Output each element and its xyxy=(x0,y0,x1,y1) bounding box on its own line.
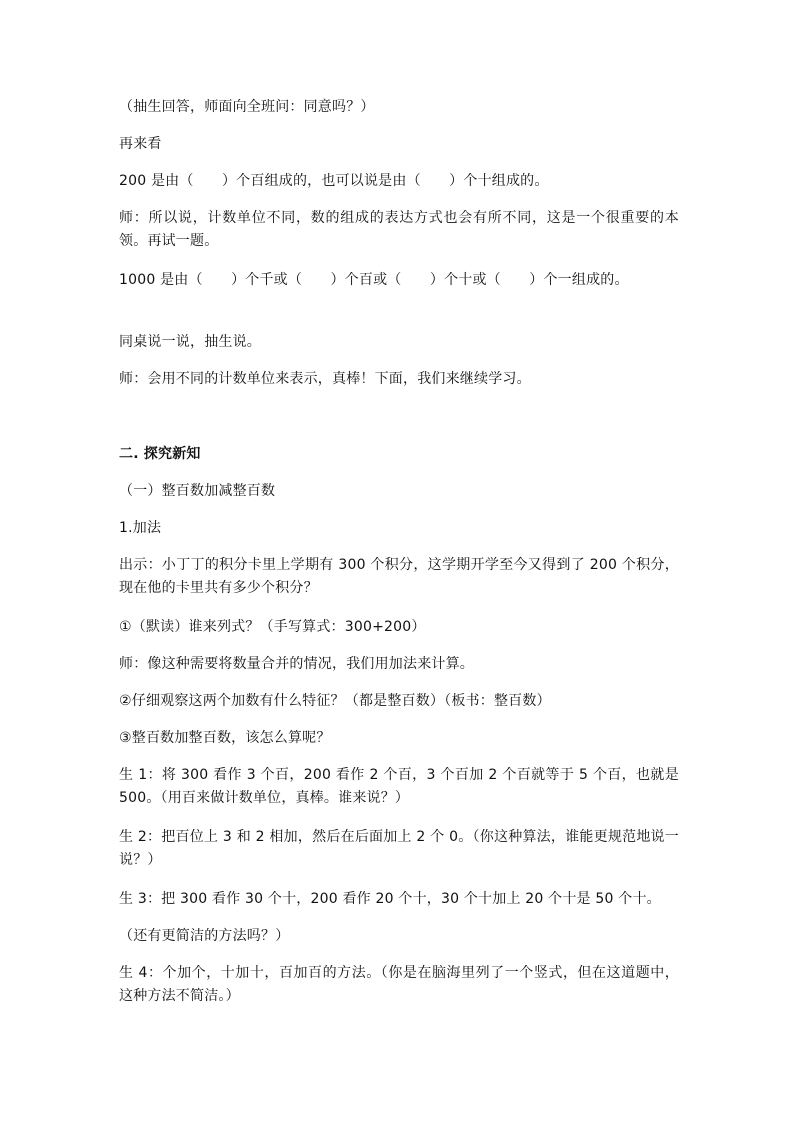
paragraph-200-composition: 200 是由（ ）个百组成的，也可以说是由（ ）个十组成的。 xyxy=(119,173,549,189)
paragraph-student-3: 生 3：把 300 看作 30 个十，200 看作 20 个十，30 个十加上 20 个十是 50 个十。 xyxy=(119,891,661,907)
paragraph-problem: 出示：小丁丁的积分卡里上学期有 300 个积分，这学期开学至今又得到了 200 个积分，现在他的卡里共有多少个积分？ xyxy=(119,557,679,596)
paragraph-student-1: 生 1：将 300 看作 3 个百，200 看作 2 个百，3 个百加 2 个百就等于 5 个百，也就是 500。（用百来做计数单位，真棒。谁来说？） xyxy=(119,767,679,806)
section-heading-explore: 二. 探究新知 xyxy=(119,446,201,462)
paragraph-teacher-units: 师：所以说，计数单位不同，数的组成的表达方式也会有所不同，这是一个很重要的本领。再试一题。 xyxy=(119,210,679,249)
paragraph-step-2: ②仔细观察这两个加数有什么特征？（都是整百数）（板书：整百数） xyxy=(119,693,551,709)
paragraph-simpler-method: （还有更简洁的方法吗？） xyxy=(119,928,290,944)
paragraph-pair-talk: 同桌说一说，抽生说。 xyxy=(119,334,261,350)
paragraph-1000-composition: 1000 是由（ ）个千或（ ）个百或（ ）个十或（ ）个一组成的。 xyxy=(119,272,629,288)
paragraph-teacher-addition: 师：像这种需要将数量合并的情况，我们用加法来计算。 xyxy=(119,656,474,672)
paragraph-step-3: ③整百数加整百数，该怎么算呢？ xyxy=(119,730,331,746)
paragraph-look-again: 再来看 xyxy=(119,136,162,152)
paragraph-student-4: 生 4：个加个，十加十，百加百的方法。（你是在脑海里列了一个竖式，但在这道题中，这种方法不简洁。） xyxy=(119,965,679,1004)
paragraph-teacher-praise: 师：会用不同的计数单位来表示，真棒！下面，我们来继续学习。 xyxy=(119,371,531,387)
paragraph-student-answer: （抽生回答，师面向全班问：同意吗？） xyxy=(119,99,375,115)
paragraph-student-2: 生 2：把百位上 3 和 2 相加，然后在后面加上 2 个 0。（你这种算法，谁能更规范地说一说？） xyxy=(119,829,679,868)
addition-heading: 1.加法 xyxy=(119,520,162,536)
subsection-heading: （一）整百数加减整百数 xyxy=(119,483,276,499)
paragraph-step-1: ①（默读）谁来列式？（手写算式：300+200） xyxy=(119,619,426,635)
